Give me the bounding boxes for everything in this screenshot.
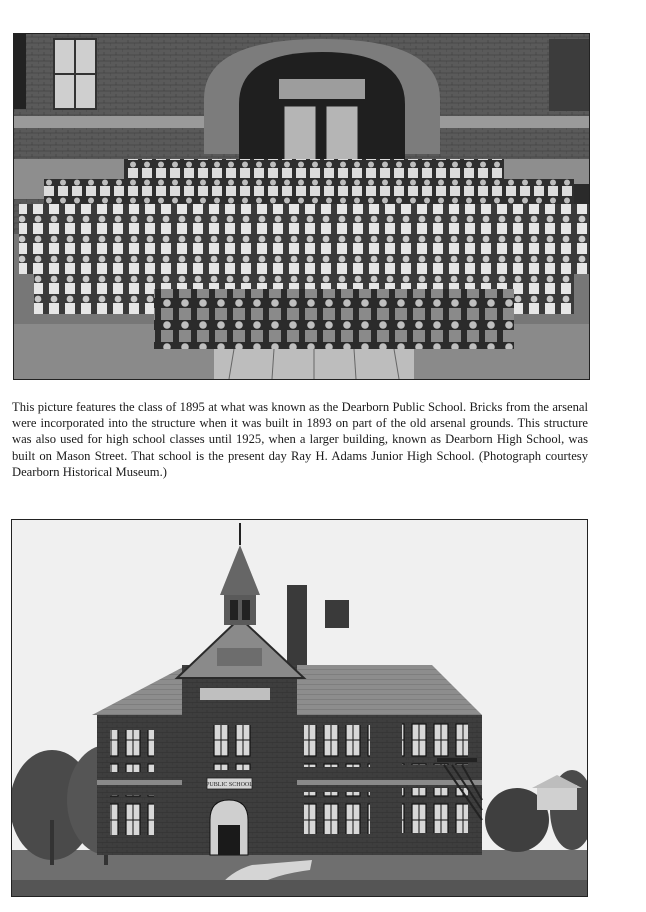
class-of-1895-photo <box>13 33 590 380</box>
class-photo-image <box>14 34 589 379</box>
public-school-sign-text: PUBLIC SCHOOL <box>206 782 253 788</box>
dearborn-public-school-photo <box>11 519 588 897</box>
photo-caption: This picture features the class of 1895 at what was known as the Dearborn Public School. Bricks from the arsenal were incorporated into the structure when it was built in 1893 on part of the old arsenal grounds. This structure was also used for high school classes until 1925, when a larger building, known as Dearborn High School, was built on Mason Street. That school is the present day Ray H. Adams Junior High School. (Photograph courtesy Dearborn Historical Museum.) <box>12 400 588 479</box>
school-building-image <box>12 520 587 896</box>
